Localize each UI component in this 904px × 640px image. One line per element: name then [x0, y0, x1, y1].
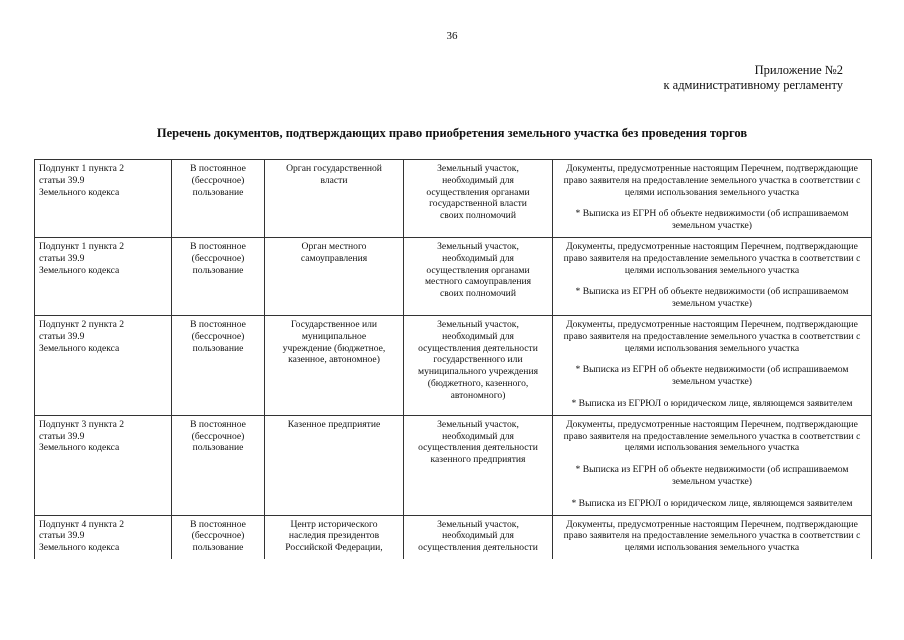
table-row	[35, 160, 872, 238]
cell-right-type: В постоянное (бессрочное) пользование	[172, 160, 265, 238]
cell-documents: Документы, предусмотренные настоящим Перечнем, подтверждающие право заявителя на предоставление земельного участка в соответствии с целями использования земельного участка * Выписка из ЕГРН об объекте недвижимости (об испрашиваемом земельном участке) * Выписка из ЕГРЮЛ о юридическом лице, являющемся заявителем	[553, 415, 872, 515]
page-bottom-margin	[0, 594, 904, 640]
cell-legal-basis: Подпункт 3 пункта 2 статьи 39.9 Земельного кодекса	[35, 415, 172, 515]
cell-documents: Документы, предусмотренные настоящим Перечнем, подтверждающие право заявителя на предоставление земельного участка в соответствии с целями использования земельного участка * Выписка из ЕГРН об объекте недвижимости (об испрашиваемом земельном участке)	[553, 237, 872, 315]
cell-legal-basis: Подпункт 1 пункта 2 статьи 39.9 Земельного кодекса	[35, 237, 172, 315]
cell-right-type: В постоянное (бессрочное) пользование	[172, 315, 265, 415]
cell-applicant: Государственное или муниципальное учреждение (бюджетное, казенное, автономное)	[265, 315, 404, 415]
cell-applicant: Казенное предприятие	[265, 415, 404, 515]
cell-right-type: В постоянное (бессрочное) пользование	[172, 237, 265, 315]
cell-applicant: Орган государственной власти	[265, 160, 404, 238]
table-row	[35, 315, 872, 415]
page-number: 36	[446, 30, 458, 42]
cell-right-type: В постоянное (бессрочное) пользование	[172, 415, 265, 515]
cell-applicant: Центр исторического наследия президентов Российской Федерации,	[265, 515, 404, 559]
note-egrn: * Выписка из ЕГРН об объекте недвижимости (об испрашиваемом земельном участке)	[575, 364, 849, 388]
cell-applicant: Орган местного самоуправления	[265, 237, 404, 315]
note-egrn: * Выписка из ЕГРН об объекте недвижимости (об испрашиваемом земельном участке)	[575, 208, 849, 232]
cell-legal-basis: Подпункт 1 пункта 2 статьи 39.9 Земельного кодекса	[35, 160, 172, 238]
cell-right-type: В постоянное (бессрочное) пользование	[172, 515, 265, 559]
table-row	[35, 237, 872, 315]
appendix-subtitle: к административному регламенту	[663, 78, 843, 92]
table-row	[35, 515, 872, 559]
cell-legal-basis: Подпункт 2 пункта 2 статьи 39.9 Земельного кодекса	[35, 315, 172, 415]
cell-land-plot: Земельный участок, необходимый для осуществления деятельности казенного предприятия	[404, 415, 553, 515]
appendix-number: Приложение №2	[754, 63, 843, 77]
note-egrul: * Выписка из ЕГРЮЛ о юридическом лице, являющемся заявителем	[571, 397, 853, 409]
cell-land-plot: Земельный участок, необходимый для осуществления деятельности	[404, 515, 553, 559]
cell-documents: Документы, предусмотренные настоящим Перечнем, подтверждающие право заявителя на предоставление земельного участка в соответствии с целями использования земельного участка	[553, 515, 872, 559]
appendix-header	[663, 63, 843, 93]
document-title: Перечень документов, подтверждающих право приобретения земельного участка без проведения торгов	[156, 126, 748, 140]
documents-table	[34, 159, 872, 559]
note-egrn: * Выписка из ЕГРН об объекте недвижимости (об испрашиваемом земельном участке)	[575, 286, 849, 310]
cell-land-plot: Земельный участок, необходимый для осуществления деятельности государственного или муниципального учреждения (бюджетного, казенного, автономного)	[404, 315, 553, 415]
cell-documents: Документы, предусмотренные настоящим Перечнем, подтверждающие право заявителя на предоставление земельного участка в соответствии с целями использования земельного участка * Выписка из ЕГРН об объекте недвижимости (об испрашиваемом земельном участке) * Выписка из ЕГРЮЛ о юридическом лице, являющемся заявителем	[553, 315, 872, 415]
note-egrn: * Выписка из ЕГРН об объекте недвижимости (об испрашиваемом земельном участке)	[575, 464, 849, 487]
table-row	[35, 415, 872, 515]
cell-legal-basis: Подпункт 4 пункта 2 статьи 39.9 Земельного кодекса	[35, 515, 172, 559]
cell-land-plot: Земельный участок, необходимый для осуществления органами местного самоуправления своих полномочий	[404, 237, 553, 315]
cell-documents: Документы, предусмотренные настоящим Перечнем, подтверждающие право заявителя на предоставление земельного участка в соответствии с целями использования земельного участка * Выписка из ЕГРН об объекте недвижимости (об испрашиваемом земельном участке)	[553, 160, 872, 238]
cell-land-plot: Земельный участок, необходимый для осуществления органами государственной власти своих полномочий	[404, 160, 553, 238]
note-egrul: * Выписка из ЕГРЮЛ о юридическом лице, являющемся заявителем	[571, 497, 853, 509]
